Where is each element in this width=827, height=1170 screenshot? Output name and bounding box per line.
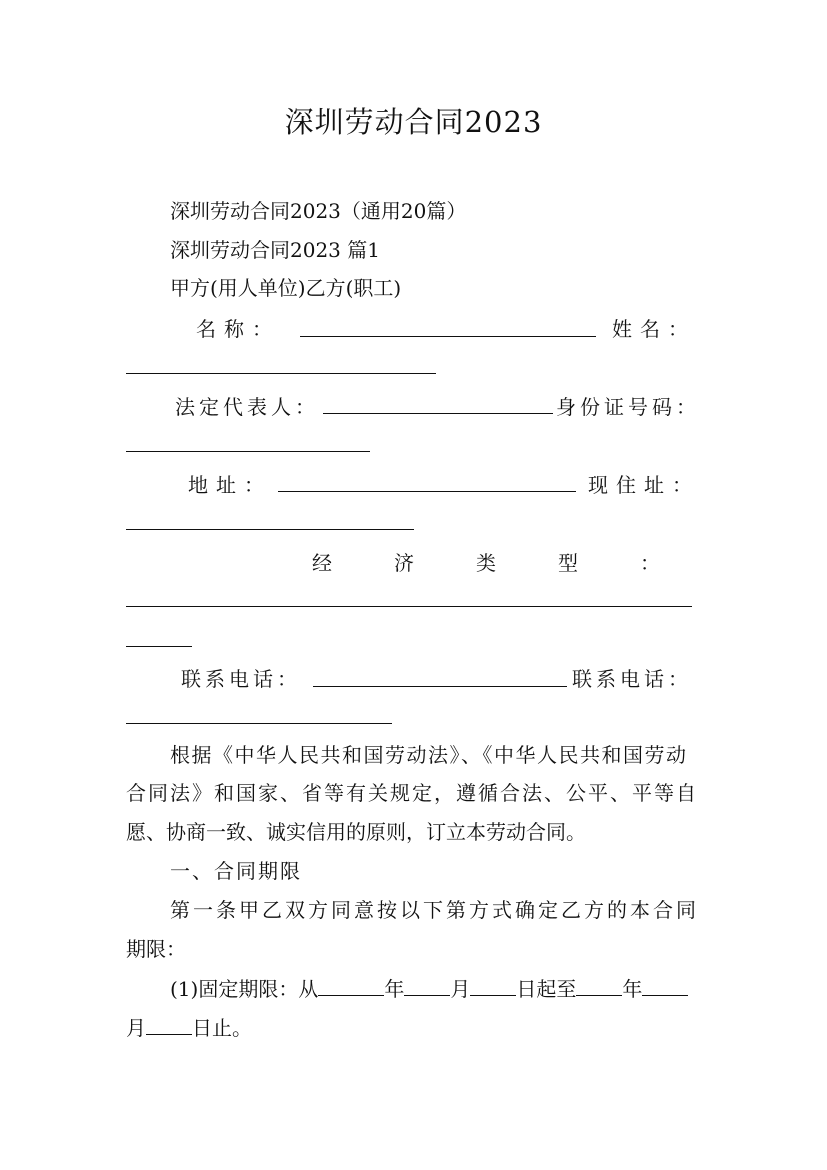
field-phone-b-label: 联系电话： (572, 667, 692, 691)
term-to-year-blank (576, 975, 622, 996)
field-name-blank (300, 336, 596, 337)
field-economic-type-blank-1 (126, 606, 692, 607)
term-line-2 (126, 1014, 252, 1041)
field-economic-type-label: 经济类型： (312, 551, 722, 575)
term-from-day-blank (470, 975, 516, 996)
paragraph-1-line-3: 愿、协商一致、诚实信用的原则，订立本劳动合同。 (126, 820, 586, 844)
field-address-blank (278, 491, 576, 492)
parties-line: 甲方(用人单位)乙方(职工) (170, 276, 402, 300)
field-fullname-blank (126, 373, 436, 374)
field-legal-rep-label: 法定代表人： (175, 395, 319, 419)
paragraph-1-line-1: 根据《中华人民共和国劳动法》、《中华人民共和国劳动 (170, 743, 688, 767)
field-current-address-blank (126, 529, 414, 530)
document-title: 深圳劳动合同2023 (284, 105, 543, 139)
article-1-line-1: 第一条甲乙双方同意按以下第方式确定乙方的本合同 (170, 898, 699, 922)
field-fullname-label: 姓名： (612, 317, 696, 341)
term-line-1 (170, 975, 688, 1002)
field-phone-a-label: 联系电话： (181, 667, 301, 691)
field-economic-type-blank-2 (126, 646, 192, 647)
term-from-year-unit: 年 (384, 977, 405, 1001)
term-to-day-unit: 日止。 (192, 1016, 252, 1040)
field-address-label: 地址： (188, 473, 272, 497)
field-phone-b-blank (126, 723, 392, 724)
article-1-line-2: 期限： (126, 937, 186, 961)
field-id-number-blank (126, 451, 370, 452)
term-to-day-blank (146, 1014, 192, 1035)
term-from-month-unit: 月 (450, 977, 471, 1001)
field-legal-rep-blank (323, 413, 553, 414)
term-from-month-blank (404, 975, 450, 996)
term-from-day-unit: 日起至 (516, 977, 577, 1001)
field-current-address-label: 现住址： (588, 473, 700, 497)
field-phone-a-blank (313, 686, 567, 687)
term-to-month-unit: 月 (126, 1016, 146, 1040)
term-to-year-unit: 年 (622, 977, 643, 1001)
chapter-1-heading: 一、合同期限 (170, 859, 302, 883)
paragraph-1-line-2: 合同法》和国家、省等有关规定，遵循合法、公平、平等自 (126, 781, 698, 805)
document-subtitle: 深圳劳动合同2023（通用20篇） (170, 199, 467, 223)
field-id-number-label: 身份证号码： (556, 395, 700, 419)
term-to-month-blank (642, 975, 688, 996)
field-name-label: 名称： (196, 317, 280, 341)
term-from-year-blank (318, 975, 384, 996)
section-heading: 深圳劳动合同2023 篇1 (170, 238, 380, 262)
term-prefix: (1)固定期限：从 (170, 977, 319, 1001)
